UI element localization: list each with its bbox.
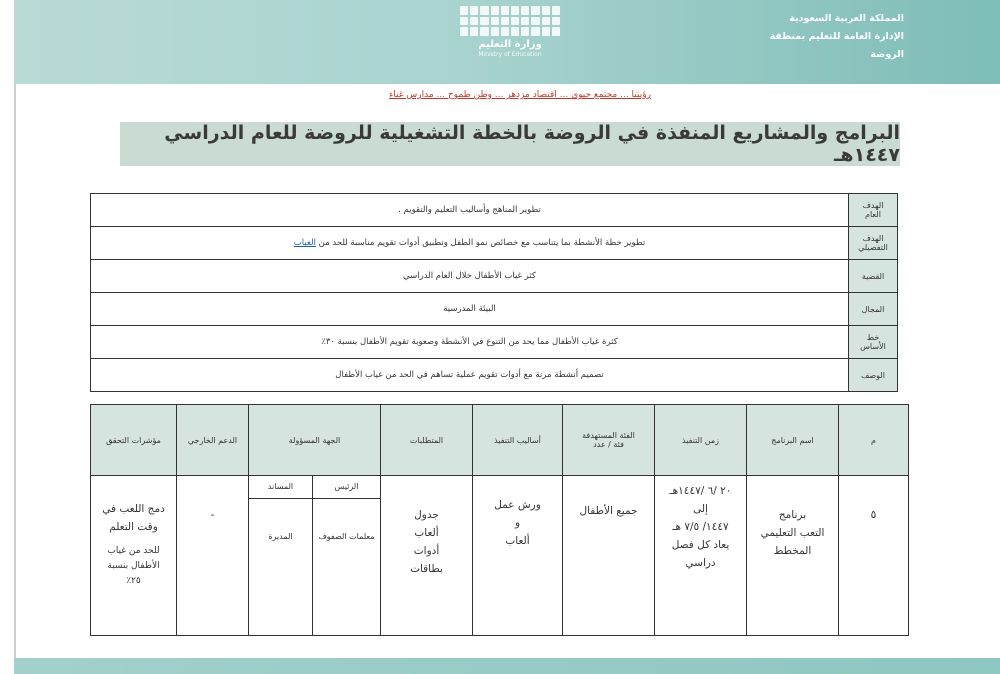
cell-indicators (91, 476, 177, 636)
header-indicators: مؤشرات التحقق (91, 405, 177, 476)
ministry-logo (440, 6, 580, 64)
org-line-school: الروضة (870, 49, 904, 60)
cell-target: جميع الأطفال (563, 476, 655, 636)
absence-link[interactable]: الغياب (293, 238, 316, 248)
cell-number: ٥ (839, 476, 909, 636)
info-label: المجال (849, 293, 898, 326)
header-number: م (839, 405, 909, 476)
plan-data-row (91, 476, 909, 499)
info-value: تصميم أنشطة مرنة مع أدوات تقويم عملية تساهم في الحد من غياب الأطفال (91, 359, 849, 392)
cell-program-name: برنامج التعب التعليمي المخطط (747, 476, 839, 636)
goals-info-table (90, 193, 898, 392)
org-line-directorate: الإدارة العامة للتعليم بمنطقة (769, 31, 904, 42)
info-row-baseline (91, 326, 898, 359)
info-row-general-goal (91, 194, 898, 227)
subheader-main: الرئيس (313, 476, 381, 499)
info-value: كثر غياب الأطفال خلال العام الدراسي (91, 260, 849, 293)
info-label: القضية (849, 260, 898, 293)
ministry-name-en: Ministry of Education (478, 51, 542, 58)
footer-band (14, 658, 1000, 674)
header-program-name: اسم البرنامج (747, 405, 839, 476)
info-value-text: تطوير خطة الأنشطة بما يتناسب مع خصائص نمو الطفل وتطبيق أدوات تقويم مناسبة للحد من (318, 238, 646, 248)
page-edge-rule (14, 0, 16, 674)
ministry-logo-mark-icon (460, 6, 560, 36)
header-support: الدعم الخارجي (177, 405, 249, 476)
plan-header-row (91, 405, 909, 476)
org-line-country: المملكة العربية السعودية (789, 13, 904, 24)
header-time: زمن التنفيذ (655, 405, 747, 476)
cell-methods: ورش عمل و ألعاب (473, 476, 563, 636)
info-label: خط الأساس (849, 326, 898, 359)
info-label: الوصف (849, 359, 898, 392)
cell-support: - (177, 476, 249, 636)
indicator-text-1: دمج اللعب في وقت التعلم (102, 503, 165, 533)
info-label: الهدف العام (849, 194, 898, 227)
cell-responsible-main: معلمات الصفوف (313, 499, 381, 636)
header-responsible: الجهة المسؤولة (249, 405, 381, 476)
info-label: الهدف التفصيلي (849, 227, 898, 260)
ministry-name-ar: وزارة التعليم (478, 39, 542, 50)
program-plan-table (90, 404, 909, 636)
vision-statement: رؤيتنا ... مجتمع حيوي ... اقتصاد مزدهر ... وطن طموح ... مدارس غناء (389, 90, 651, 100)
cell-requirements: جدول ألعاب أدوات بطاقات (381, 476, 473, 636)
header-target: الفئة المستهدفة فئة / عدد (563, 405, 655, 476)
document-title: البرامج والمشاريع المنفذة في الروضة بالخطة التشغيلية للروضة للعام الدراسي ١٤٤٧هـ (164, 122, 900, 166)
info-value: تطوير المناهج وأساليب التعليم والتقويم . (91, 194, 849, 227)
info-value (91, 227, 849, 260)
info-row-detailed-goal (91, 227, 898, 260)
organization-header (724, 10, 904, 64)
cell-responsible-assistant: المديرة (249, 499, 313, 636)
header-requirements: المتطلبات (381, 405, 473, 476)
info-value: البيئة المدرسية (91, 293, 849, 326)
info-value: كثرة غياب الأطفال مما يحد من التنوع في الأنشطة وصعوبة تقويم الأطفال بنسبة ٣٠٪ (91, 326, 849, 359)
cell-time: ٢٠ /٦ /١٤٤٧هـ إلى ١٤٤٧/ ٧/٥ هـ يعاد كل فصل دراسي (655, 476, 747, 636)
info-row-description (91, 359, 898, 392)
document-title-box (120, 122, 900, 166)
subheader-assistant: المساند (249, 476, 313, 499)
indicator-text-2: للحد من غياب الأطفال بنسبة ٢٥٪ (107, 546, 160, 586)
header-methods: أساليب التنفيذ (473, 405, 563, 476)
info-row-issue (91, 260, 898, 293)
info-row-domain (91, 293, 898, 326)
